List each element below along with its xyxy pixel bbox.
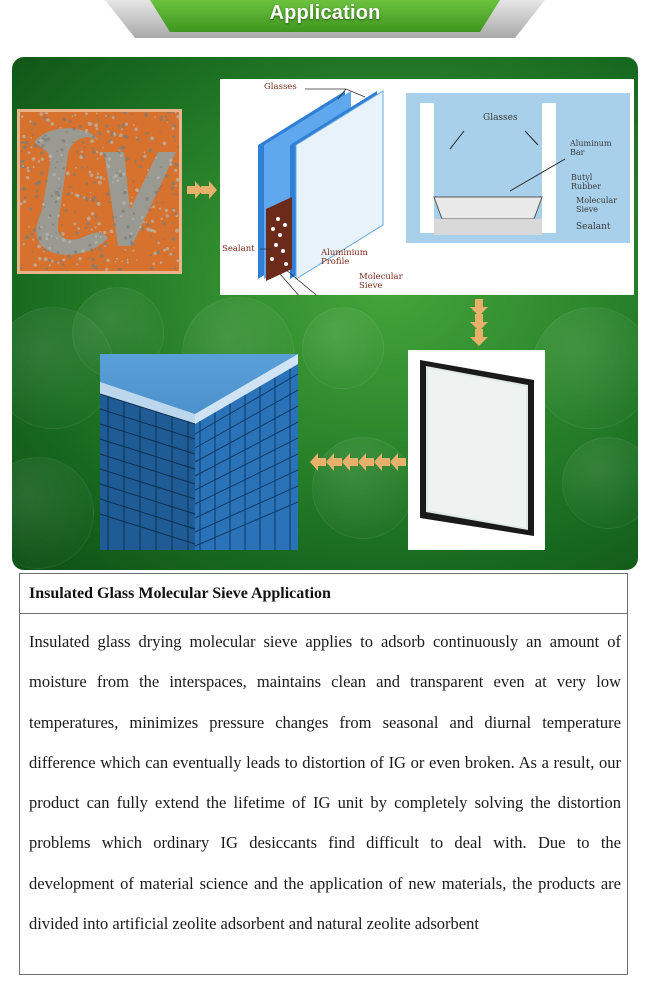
arrow-left-icon bbox=[302, 453, 406, 471]
arrow-right-icon bbox=[187, 181, 219, 199]
diagram-label-aluminium-profile: Aluminium Profile bbox=[321, 248, 368, 267]
description-box bbox=[19, 573, 628, 975]
glass-curtain-wall-graphic bbox=[100, 354, 298, 550]
application-illustration-panel bbox=[12, 57, 638, 570]
photo-label-molecular-sieve: Molecular Sieve bbox=[576, 196, 618, 214]
diagram-label-molecular-sieve: Molecular Sieve bbox=[359, 272, 403, 291]
cross-section-diagram bbox=[220, 79, 634, 295]
description-title: Insulated Glass Molecular Sieve Application bbox=[20, 574, 627, 614]
header-banner bbox=[0, 0, 650, 50]
arrow-down-icon bbox=[470, 299, 488, 347]
lv-beads-image bbox=[17, 109, 182, 274]
description-body: Insulated glass drying molecular sieve applies to adsorb continuously an amount of moisture from the interspaces, maintains clean and transparent even at very low temperatures, minimizes pressure changes from seasonal and diurnal temperature difference which can eventually leads to distortion of IG or even broken. As a result, our product can fully extend the lifetime of IG unit by completely solving the distortion problems which ordinary IG desiccants find difficult to deal with. Due to the development of material science and the application of new materials, the products are divided into artificial zeolite adsorbent and natural zeolite adsorbent bbox=[29, 632, 621, 934]
photo-label-glasses: Glasses bbox=[483, 113, 518, 123]
molecular-sieve-beads-graphic bbox=[20, 112, 179, 271]
photo-label-butyl-rubber: Butyl Rubber bbox=[571, 173, 601, 191]
glass-building-image bbox=[100, 354, 298, 550]
insulated-glass-unit-graphic bbox=[408, 350, 545, 550]
diagram-label-glasses: Glasses bbox=[264, 82, 297, 92]
photo-label-sealant: Sealant bbox=[576, 222, 611, 232]
diagram-label-sealant: Sealant bbox=[222, 244, 255, 254]
photo-label-aluminum-bar: Aluminum Bar bbox=[570, 139, 612, 157]
page-title: Application bbox=[269, 2, 381, 24]
insulated-glass-unit-image bbox=[408, 350, 545, 550]
